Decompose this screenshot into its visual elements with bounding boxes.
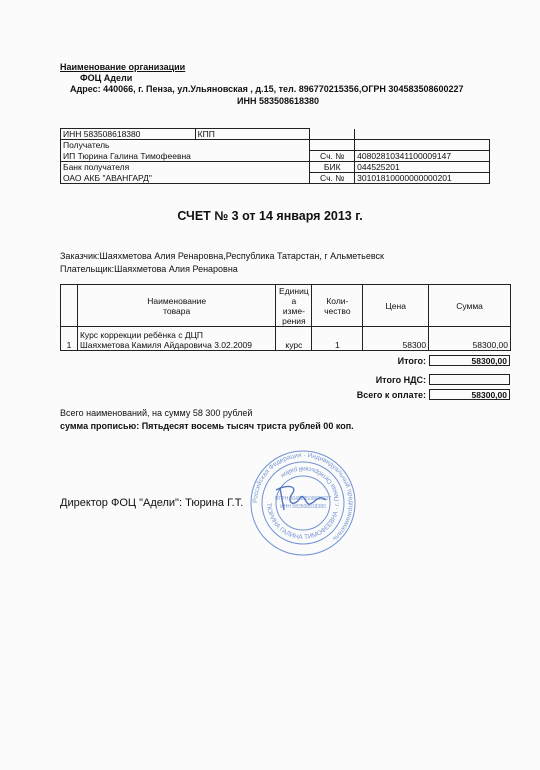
svg-text:ТЮРИНА ГАЛИНА ТИМОФЕЕВНА · г.: ТЮРИНА ГАЛИНА ТИМОФЕЕВНА · г. Пенза Октябрьский район: [264, 464, 342, 542]
customer-line: Заказчик:Шаяхметова Алия Ренаровна,Республика Татарстан, г Альметьевск: [60, 251, 384, 261]
svg-text:Российская Федерация · Индиви: Российская Федерация · Индивидуальный предприниматель ·: [251, 451, 355, 545]
org-heading: Наименование организации: [60, 62, 186, 72]
total-value: 58300,00: [429, 355, 510, 366]
col-header-sum: Сумма: [429, 285, 511, 327]
account-label: Сч. №: [310, 151, 355, 162]
items-table: [60, 284, 511, 351]
row-sum: 58300,00: [429, 327, 511, 351]
col-header-unit: Единиц а изме- рения: [276, 285, 312, 327]
corr-label: Сч. №: [310, 173, 355, 184]
bank-inn: ИНН 583508618380: [61, 129, 196, 140]
stamp-inn: ИНН 583508618380: [280, 504, 326, 510]
org-inn: ИНН 583508618380: [237, 96, 320, 106]
total-label: Итого:: [397, 356, 426, 366]
col-header-price: Цена: [363, 285, 429, 327]
bank-label: Банк получателя: [61, 162, 310, 173]
row-qty: 1: [312, 327, 363, 351]
bik-value: 044525201: [355, 162, 490, 173]
recipient-name: ИП Тюрина Галина Тимофеевна: [61, 151, 310, 162]
stamp-ogrn: ОГРН 304583508600227: [274, 496, 332, 502]
due-value: 58300,00: [429, 389, 510, 400]
round-seal-stamp: [248, 448, 358, 558]
account-number: 40802810341100009147: [355, 151, 490, 162]
items-count-line: Всего наименований, на сумму 58 300 рублей: [60, 408, 253, 418]
table-row: [61, 327, 511, 351]
col-header-qty: Коли- чество: [312, 285, 363, 327]
sum-in-words: сумма прописью: Пятьдесят восемь тысяч триста рублей 00 коп.: [60, 421, 354, 431]
vat-label: Итого НДС:: [375, 375, 426, 385]
bik-label: БИК: [310, 162, 355, 173]
payer-line: Плательщик:Шаяхметова Алия Ренаровна: [60, 264, 238, 274]
row-unit: курс: [276, 327, 312, 351]
recipient-label: Получатель: [61, 140, 310, 151]
row-item-name: Курс коррекции ребёнка с ДЦП Шаяхметова Камиля Айдаровича 3.02.2009: [77, 327, 275, 351]
org-address: Адрес: 440066, г. Пенза, ул.Ульяновская , д.15, тел. 896770215356,ОГРН 304583508600227: [70, 84, 464, 94]
row-price: 58300: [363, 327, 429, 351]
due-label: Всего к оплате:: [356, 390, 426, 400]
bank-kpp-label: КПП: [195, 129, 310, 140]
corr-account: 30101810000000000201: [355, 173, 490, 184]
invoice-title: СЧЕТ № 3 от 14 января 2013 г.: [177, 209, 363, 223]
bank-name: ОАО АКБ "АВАНГАРД": [61, 173, 310, 184]
col-header-name: Наименование товара: [77, 285, 275, 327]
bank-details-table: [60, 128, 490, 184]
org-name: ФОЦ Адели: [80, 73, 133, 83]
director-signature-line: Директор ФОЦ "Адели": Тюрина Г.Т.: [60, 497, 244, 509]
row-number: 1: [61, 327, 78, 351]
vat-value: [429, 374, 510, 385]
